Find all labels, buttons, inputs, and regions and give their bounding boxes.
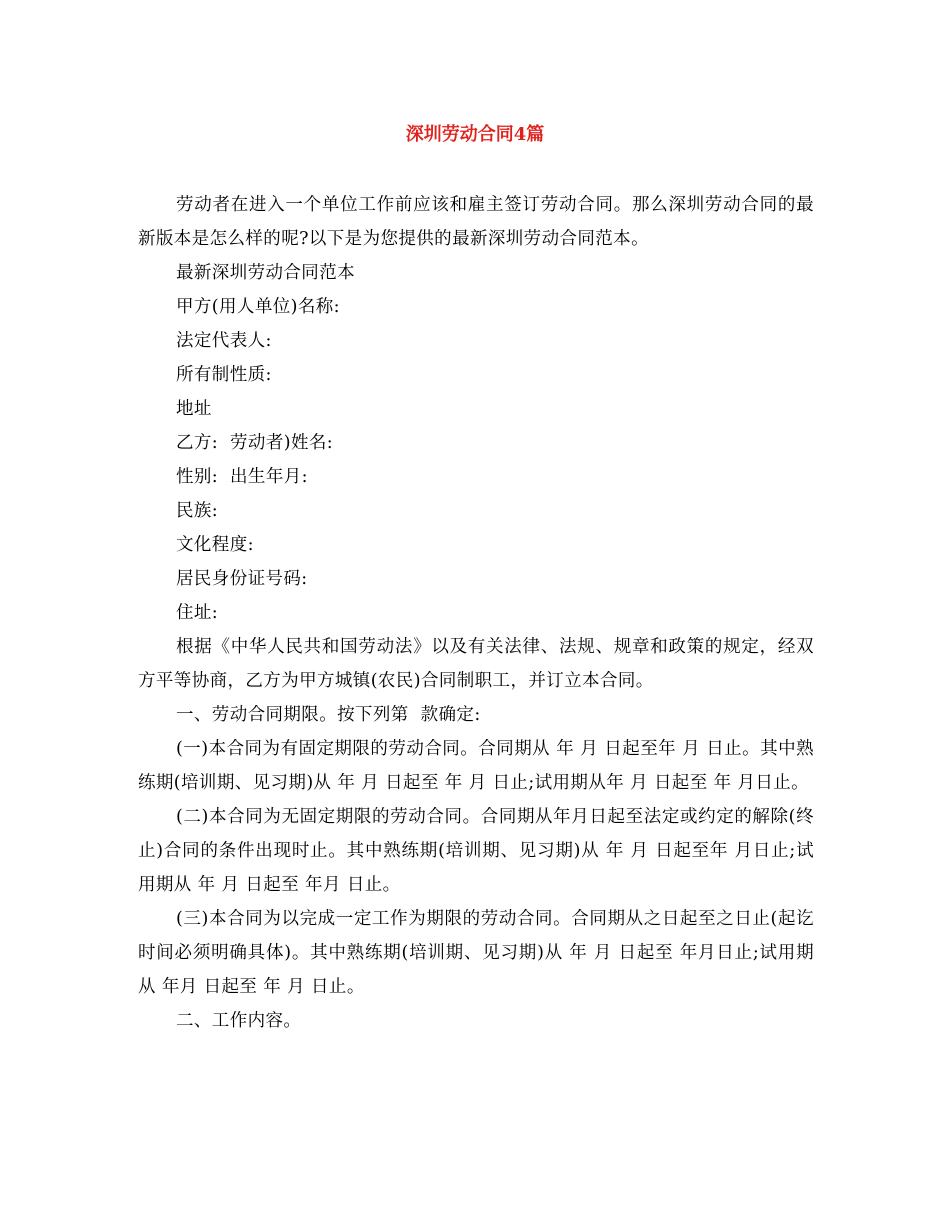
clause-1-paragraph: (一)本合同为有固定期限的劳动合同。合同期从 年 月 日起至年 月 日止。其中熟练期(培训期、见习期)从 年 月 日起至 年 月 日止;试用期从年 月 日起至 年 月日止。 — [138, 739, 814, 793]
section-2-heading: 二、工作内容。 — [176, 1011, 302, 1031]
section-1-heading: 一、劳动合同期限。按下列第 款确定: — [176, 705, 481, 725]
field-gender-birth: 性别: 出生年月: — [176, 467, 308, 487]
document-title: 深圳劳动合同4篇 — [405, 124, 545, 145]
document-body — [138, 188, 814, 1038]
field-education: 文化程度: — [176, 535, 254, 555]
field-id-number: 居民身份证号码: — [176, 569, 308, 589]
field-residence: 住址: — [176, 603, 219, 623]
field-ownership: 所有制性质: — [176, 365, 272, 385]
sample-heading: 最新深圳劳动合同范本 — [176, 263, 355, 283]
clause-3-paragraph: (三)本合同为以完成一定工作为期限的劳动合同。合同期从之日起至之日止(起讫时间必须明确具体)。其中熟练期(培训期、见习期)从 年 月 日起至 年月日止;试用期从 年月 日起至 年 月 日止。 — [138, 909, 814, 997]
field-ethnicity: 民族: — [176, 501, 219, 521]
basis-paragraph: 根据《中华人民共和国劳动法》以及有关法律、法规、规章和政策的规定，经双方平等协商，乙方为甲方城镇(农民)合同制职工，并订立本合同。 — [138, 637, 814, 691]
intro-paragraph: 劳动者在进入一个单位工作前应该和雇主签订劳动合同。那么深圳劳动合同的最新版本是怎么样的呢?以下是为您提供的最新深圳劳动合同范本。 — [138, 195, 814, 249]
field-party-b-name: 乙方: 劳动者)姓名: — [176, 433, 334, 453]
clause-2-paragraph: (二)本合同为无固定期限的劳动合同。合同期从年月日起至法定或约定的解除(终止)合同的条件出现时止。其中熟练期(培训期、见习期)从 年 月 日起至年 月日止;试用期从 年 月 日起至 年月 日止。 — [138, 807, 814, 895]
field-party-a-name: 甲方(用人单位)名称: — [176, 297, 340, 317]
field-legal-representative: 法定代表人: — [176, 331, 272, 351]
field-address: 地址 — [176, 399, 212, 419]
